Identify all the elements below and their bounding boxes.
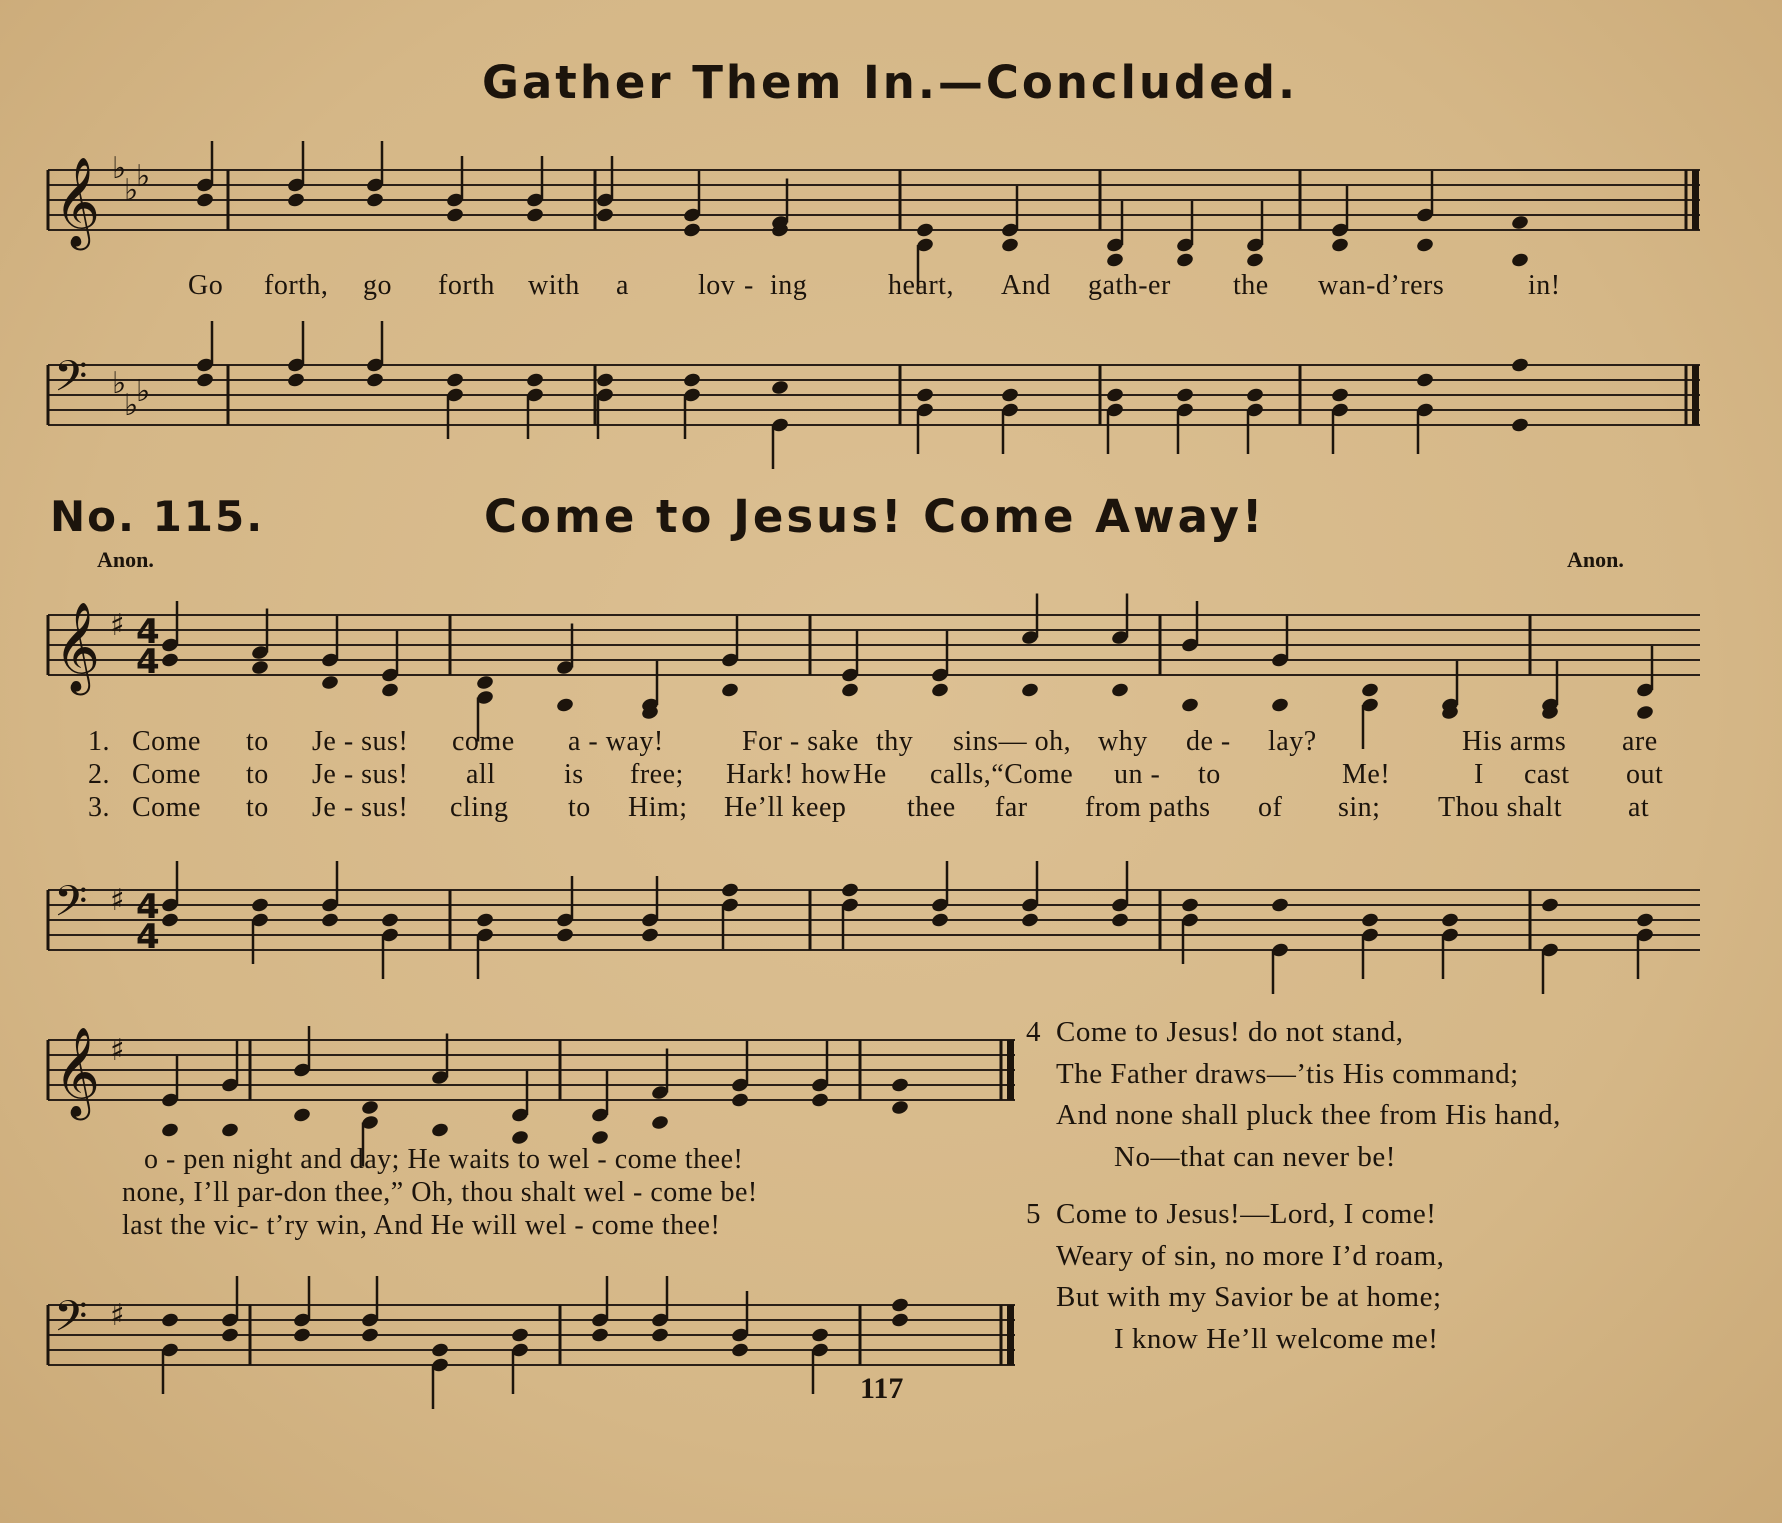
lower-bass-staff-1 [40,870,1700,980]
note-head [365,372,384,389]
note-head [1270,897,1289,914]
lyric-word: are [1622,726,1658,757]
verse-line: And none shall pluck thee from His hand, [1056,1099,1561,1131]
lower-treble-staff-2 [40,1020,1020,1130]
lyric-word: in! [1528,270,1561,301]
bass-clef-icon: 𝄢 [54,877,88,937]
note-head [525,207,544,224]
note-head [1180,697,1199,714]
lyric-word: all [466,759,496,790]
note-head [682,222,701,239]
note-head [1000,237,1019,254]
note-head [475,674,494,691]
note-head [430,1342,449,1359]
note-head [1270,697,1289,714]
lyric-word: de - [1186,726,1231,757]
note-head [1180,897,1199,914]
verse-number: 4 [1026,1016,1041,1048]
note-head [1510,252,1529,269]
lyric-word: of [1258,792,1283,823]
flat-icon: ♭ [136,159,151,194]
lyric-word: Je - sus! [312,726,409,757]
note-head [1330,387,1349,404]
note-head [595,207,614,224]
upper-lyrics [188,270,1588,304]
note-head [220,1327,239,1344]
verse1-line2: o - pen night and day; He waits to wel - come thee! [144,1144,744,1175]
lyric-word: Him; [628,792,688,823]
time-signature: 4 [136,612,160,652]
verse-lyrics-line1 [88,726,1688,836]
lyric-word: Go [188,270,224,301]
note-head [320,912,339,929]
note-head [1245,252,1264,269]
note-head [890,1297,909,1314]
note-head [1440,912,1459,929]
lyric-word: He’ll keep [724,792,847,823]
lyric-word: to [246,726,269,757]
lyric-word: thee [907,792,956,823]
sharp-icon: ♯ [110,883,125,918]
lyric-word: He [853,759,887,790]
lyric-word: forth [438,270,495,301]
verse3-line2: last the vic- t’ry win, And He will wel - come thee! [122,1210,721,1241]
note-head [292,1107,311,1124]
note-head [365,192,384,209]
lyric-word: ing [770,270,808,301]
lower-treble-staff-1 [40,595,1700,705]
note-head [160,1312,179,1329]
lyric-word: sin; [1338,792,1381,823]
treble-clef-icon: 𝄞 [54,157,101,247]
note-head [730,1342,749,1359]
note-head [1360,682,1379,699]
note-head [1330,237,1349,254]
note-head [915,222,934,239]
lyric-word: lay? [1268,726,1317,757]
lyric-word: why [1098,726,1148,757]
flat-icon: ♭ [112,366,127,401]
note-head [220,1122,239,1139]
lyric-word: from paths [1085,792,1211,823]
note-head [250,897,269,914]
lyric-word: out [1626,759,1664,790]
verse-line: No—that can never be! [1114,1140,1396,1173]
bass-clef-icon: 𝄢 [54,1292,88,1352]
lyric-word: sins— oh, [953,726,1072,757]
note-head [160,652,179,669]
lyric-word: come [452,726,515,757]
note-head [930,912,949,929]
treble-clef-icon: 𝄞 [54,602,101,692]
lyric-word: Thou shalt [1438,792,1562,823]
note-head [890,1077,909,1094]
lyric-word: Me! [1342,759,1391,790]
lyric-word: to [246,792,269,823]
lyric-word: is [564,759,584,790]
lyric-word: at [1628,792,1650,823]
note-head [890,1099,909,1116]
upper-treble-staff [40,150,1700,247]
note-head [286,372,305,389]
note-head [720,682,739,699]
note-head [682,372,701,389]
note-head [320,674,339,691]
bass-clef-icon: 𝄢 [54,352,88,412]
note-head [1175,252,1194,269]
lyric-word: Hark! how [726,759,852,790]
lyric-word: His arms [1462,726,1567,757]
verse2-line2: none, I’ll par-don thee,” Oh, thou shalt wel - come be! [122,1177,758,1208]
sharp-icon: ♯ [110,1298,125,1333]
lyric-word: a - way! [568,726,664,757]
lyric-word: Come [132,792,201,823]
lyric-word: cling [450,792,509,823]
lyric-word: Come [132,726,201,757]
lyric-word: Come [132,759,201,790]
lyric-word: the [1233,270,1269,301]
note-head [1635,912,1654,929]
time-signature: 4 [136,917,160,957]
note-head [840,682,859,699]
note-head [810,1092,829,1109]
flat-icon: ♭ [124,388,139,423]
lyric-word: gath-er [1088,270,1171,301]
note-head [1540,897,1559,914]
verse-line: Come to Jesus!—Lord, I come! [1056,1198,1437,1230]
lyric-word: un - [1114,759,1161,790]
verse-line: The Father draws—’tis His command; [1056,1057,1519,1090]
note-head [360,1327,379,1344]
lyric-word: Je - sus! [312,759,409,790]
note-head [1360,912,1379,929]
lyric-word: to [246,759,269,790]
note-head [195,192,214,209]
lyric-word: And [1001,270,1051,301]
extra-verses [1026,1016,1766,1356]
lower-hymn-title: Come to Jesus! Come Away! [484,490,1266,543]
page-number: 117 [860,1372,904,1405]
note-head [1245,387,1264,404]
note-head [1105,252,1124,269]
lyric-word: calls,“Come [930,759,1074,790]
lyric-word: to [568,792,591,823]
lyric-word: lov [698,270,736,301]
lyric-word: cast [1524,759,1570,790]
upper-bass-staff [40,345,1700,455]
verse-line: Come to Jesus! do not stand, [1056,1016,1404,1048]
flat-icon: ♭ [124,173,139,208]
treble-clef-icon: 𝄞 [54,1027,101,1117]
note-head [1415,237,1434,254]
note-head [1020,682,1039,699]
verse-number: 5 [1026,1198,1041,1230]
note-head [1510,357,1529,374]
note-head [292,1327,311,1344]
time-signature: 4 [136,642,160,682]
lyric-word: wan-d’rers [1318,270,1445,301]
note-head [730,1092,749,1109]
lyric-word: 3. [88,792,110,823]
note-head [1510,214,1529,231]
lyric-word: For - sake [742,726,859,757]
note-head [1105,387,1124,404]
upper-hymn-title: Gather Them In.—Concluded. [482,56,1299,109]
verse-line: I know He’ll welcome me! [1114,1322,1439,1355]
lyric-word: a [616,270,629,301]
lyric-word: to [1198,759,1221,790]
note-head [1415,372,1434,389]
note-head [590,1327,609,1344]
note-head [595,372,614,389]
note-head [445,207,464,224]
sharp-icon: ♯ [110,1033,125,1068]
note-head [810,1327,829,1344]
sharp-icon: ♯ [110,608,125,643]
lyric-word: forth, [264,270,329,301]
author-right: Anon. [1567,547,1624,572]
note-head [840,882,859,899]
note-head [555,697,574,714]
note-head [1635,704,1654,721]
verse-line: But with my Savior be at home; [1056,1281,1442,1313]
note-head [360,1099,379,1116]
lyric-word: 1. [88,726,110,757]
lyric-word: free; [630,759,684,790]
lyric-word: I [1474,759,1484,790]
time-signature: 4 [136,887,160,927]
author-left: Anon. [97,547,154,572]
lyric-word: far [995,792,1028,823]
note-head [1510,417,1529,434]
flat-icon: ♭ [112,151,127,186]
note-head [525,372,544,389]
hymn-number: No. 115. [50,492,265,541]
note-head [195,372,214,389]
note-head [1110,682,1129,699]
note-head [1110,912,1129,929]
note-head [640,927,659,944]
lyric-word: thy [876,726,914,757]
note-head [160,1122,179,1139]
lyric-word: heart, [888,270,954,301]
note-head [475,912,494,929]
verse-line: Weary of sin, no more I’d roam, [1056,1239,1445,1272]
lyric-word: with [528,270,580,301]
note-head [286,192,305,209]
lyric-word: Je - sus! [312,792,409,823]
note-head [890,1312,909,1329]
note-head [430,1122,449,1139]
note-head [1000,387,1019,404]
note-head [445,372,464,389]
note-head [770,379,789,396]
note-head [650,1327,669,1344]
note-head [380,912,399,929]
flat-icon: ♭ [136,374,151,409]
note-head [930,682,949,699]
note-head [1175,387,1194,404]
note-head [1020,912,1039,929]
note-head [160,912,179,929]
note-head [380,682,399,699]
note-head [915,387,934,404]
note-head [510,1327,529,1344]
lyric-word: go [363,270,392,301]
note-head [555,927,574,944]
note-head [650,1114,669,1131]
note-head [720,882,739,899]
lyric-word: 2. [88,759,110,790]
note-head [250,659,269,676]
lyric-word: - [744,270,754,301]
